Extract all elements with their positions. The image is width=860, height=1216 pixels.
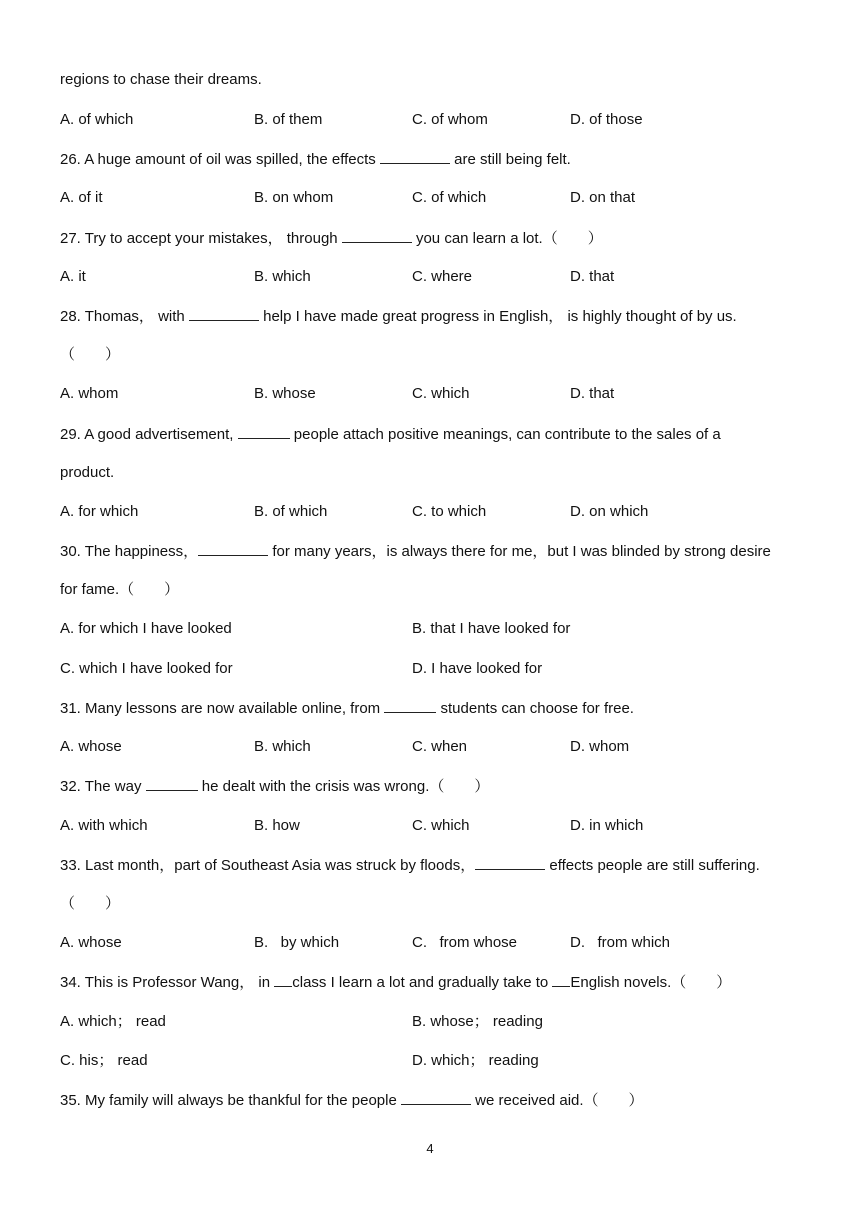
question-text: help I have made great progress in English， is highly thought of by us. <box>258 308 737 325</box>
question-32 <box>60 776 489 797</box>
question-28 <box>60 306 737 327</box>
option-d: D. on that <box>570 189 636 206</box>
option-b: B. which <box>254 738 311 755</box>
question-text: 26. A huge amount of oil was spilled, the effects <box>60 151 380 168</box>
question-text: he dealt with the crisis was wrong.（ ） <box>197 778 490 795</box>
option-a: A. for which <box>60 503 139 520</box>
option-c: C. his； read <box>60 1052 148 1069</box>
question-text: 33. Last month，part of Southeast Asia was struck by floods， <box>60 857 476 874</box>
option-d: D. on which <box>570 503 649 520</box>
option-d: D. of those <box>570 111 643 128</box>
option-d: D. that <box>570 385 615 402</box>
answer-blank <box>475 855 545 870</box>
option-c: C. which <box>412 817 470 834</box>
question-text: effects people are still suffering. <box>545 857 760 874</box>
option-b: B. how <box>254 817 300 834</box>
option-c: C. to which <box>412 503 487 520</box>
option-a: A. for which I have looked <box>60 620 232 637</box>
option-c: C. which I have looked for <box>60 660 233 677</box>
question-text: 35. My family will always be thankful for the people <box>60 1092 401 1109</box>
answer-blank <box>552 972 570 987</box>
option-a: A. of it <box>60 189 103 206</box>
option-a: A. with which <box>60 817 148 834</box>
answer-blank <box>342 228 412 243</box>
page-number: 4 <box>426 1141 434 1156</box>
question-text: we received aid.（ ） <box>471 1092 644 1109</box>
option-b: B. whose； reading <box>412 1013 543 1030</box>
answer-blank <box>401 1090 471 1105</box>
option-b: B. by which <box>254 934 340 951</box>
question-29 <box>60 424 721 445</box>
option-a: A. whose <box>60 738 122 755</box>
option-b: B. on whom <box>254 189 334 206</box>
question-text: 32. The way <box>60 778 146 795</box>
answer-parentheses: （ ） <box>60 895 121 912</box>
question-text: for many years，is always there for me，but I was blinded by strong desire <box>268 543 771 560</box>
answer-blank <box>198 541 268 556</box>
option-d: D. I have looked for <box>412 660 543 677</box>
option-d: D. from which <box>570 934 671 951</box>
question-34 <box>60 972 731 993</box>
question-text: 29. A good advertisement, <box>60 426 238 443</box>
option-c: C. from whose <box>412 934 518 951</box>
option-b: B. whose <box>254 385 316 402</box>
option-d: D. whom <box>570 738 630 755</box>
option-c: C. of which <box>412 189 487 206</box>
option-d: D. that <box>570 268 615 285</box>
answer-blank <box>384 698 436 713</box>
answer-blank <box>189 306 259 321</box>
answer-parentheses: （ ） <box>60 346 121 363</box>
question-text: class I learn a lot and gradually take to <box>292 974 553 991</box>
option-a: A. which； read <box>60 1013 166 1030</box>
question-text: 28. Thomas， with <box>60 308 189 325</box>
question-text: you can learn a lot.（ ） <box>411 230 603 247</box>
answer-blank <box>146 776 198 791</box>
question-30 <box>60 541 771 562</box>
option-a: A. whose <box>60 934 122 951</box>
option-b: B. of which <box>254 503 328 520</box>
option-c: C. where <box>412 268 473 285</box>
question-text: are still being felt. <box>449 151 571 168</box>
option-b: B. which <box>254 268 311 285</box>
option-d: D. which； reading <box>412 1052 539 1069</box>
question-text: people attach positive meanings, can contribute to the sales of a <box>289 426 721 443</box>
question-text: for fame.（ ） <box>60 581 180 598</box>
answer-blank <box>274 972 292 987</box>
question-text: product. <box>60 464 115 481</box>
question-26 <box>60 149 571 170</box>
answer-blank <box>380 149 450 164</box>
question-33 <box>60 855 760 876</box>
question-35 <box>60 1090 644 1111</box>
option-a: A. of which <box>60 111 134 128</box>
option-c: C. of whom <box>412 111 488 128</box>
option-a: A. it <box>60 268 86 285</box>
question-text: students can choose for free. <box>436 700 634 717</box>
question-text: 34. This is Professor Wang， in <box>60 974 275 991</box>
option-a: A. whom <box>60 385 119 402</box>
question-27 <box>60 228 603 249</box>
answer-blank <box>238 424 290 439</box>
question-text: 30. The happiness， <box>60 543 199 560</box>
option-d: D. in which <box>570 817 644 834</box>
question-text: regions to chase their dreams. <box>60 71 262 88</box>
option-b: B. that I have looked for <box>412 620 571 637</box>
question-text: 31. Many lessons are now available online, from <box>60 700 385 717</box>
question-text: English novels.（ ） <box>570 974 732 991</box>
question-31 <box>60 698 634 719</box>
option-c: C. when <box>412 738 468 755</box>
option-b: B. of them <box>254 111 323 128</box>
question-text: 27. Try to accept your mistakes， through <box>60 230 342 247</box>
option-c: C. which <box>412 385 470 402</box>
